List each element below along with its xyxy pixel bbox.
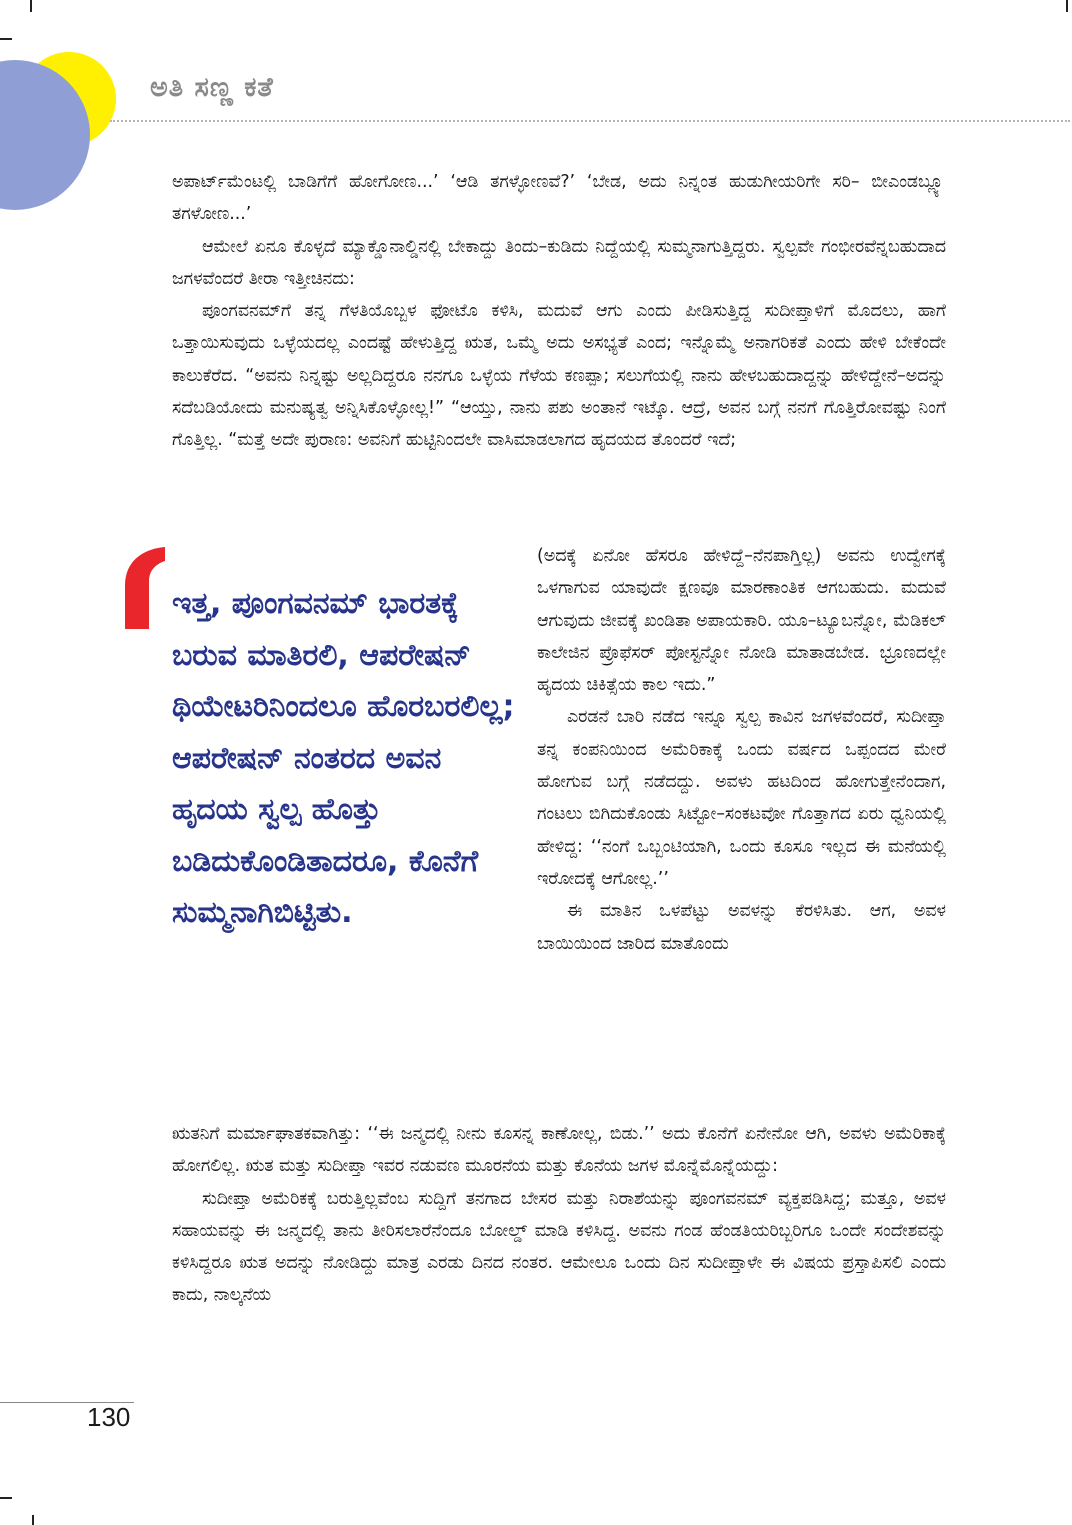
crop-mark-top-right <box>1066 0 1068 12</box>
paragraph: ಎರಡನೆ ಬಾರಿ ನಡೆದ ಇನ್ನೂ ಸ್ವಲ್ಪ ಕಾವಿನ ಜಗಳವೆಂದರೆ, ಸುದೀಪ್ತಾ ತನ್ನ ಕಂಪನಿಯಿಂದ ಅಮೆರಿಕಾಕ್ಕೆ ಒಂದು ವರ್ಷದ ಒಪ್ಪಂದದ ಮೇರೆ ಹೋಗುವ ಬಗ್ಗೆ ನಡೆದದ್ದು. ಅವಳು ಹಟದಿಂದ ಹೋಗುತ್ತೇನೆಂದಾಗ, ಗಂಟಲು ಬಿಗಿದುಕೊಂಡು ಸಿಟ್ಟೋ–ಸಂಕಟವೋ ಗೊತ್ತಾಗದ ಏರು ಧ್ವನಿಯಲ್ಲಿ ಹೇಳಿದ್ದ: ‘‘ನಂಗೆ ಒಬ್ಬಂಟಿಯಾಗಿ, ಒಂದು ಕೂಸೂ ಇಲ್ಲದ ಈ ಮನೆಯಲ್ಲಿ ಇರೋದಕ್ಕೆ ಆಗೋಲ್ಲ.’’ <box>537 707 946 889</box>
paragraph: (ಅದಕ್ಕೆ ಏನೋ ಹೆಸರೂ ಹೇಳಿದ್ದೆ–ನೆನಪಾಗ್ತಿಲ್ಲ) ಅವನು ಉದ್ವೇಗಕ್ಕೆ ಒಳಗಾಗುವ ಯಾವುದೇ ಕ್ಷಣವೂ ಮಾರಣಾಂತಿಕ ಆಗಬಹುದು. ಮದುವೆ ಆಗುವುದು ಜೀವಕ್ಕೆ ಖಂಡಿತಾ ಅಪಾಯಕಾರಿ. ಯೂ–ಟ್ಯೂಬನ್ನೋ, ಮೆಡಿಕಲ್ ಕಾಲೇಜಿನ ಪ್ರೊಫೆಸರ್ ಪೋಸ್ಟನ್ನೋ ನೋಡಿ ಮಾತಾಡಬೇಡ. ಭ್ರೂಣದಲ್ಲೇ ಹೃದಯ ಚಿಕಿತ್ಸೆಯ ಕಾಲ ಇದು.” <box>537 546 946 696</box>
right-column-text <box>537 540 946 960</box>
crop-mark-bottom-left <box>32 1515 34 1525</box>
paragraph: ಅಪಾರ್ಟ್‌ಮೆಂಟಲ್ಲಿ ಬಾಡಿಗೆಗೆ ಹೋಗೋಣ...’ ‘ಆಡಿ ತಗಳ್ಳೋಣವೆ?’ ‘ಬೇಡ, ಅದು ನಿನ್ನಂತ ಹುಡುಗೀಯರಿಗೇ ಸರಿ– ಬೀಎಂಡಬ್ಲ್ಯೂ ತಗಳೋಣ...’ <box>172 172 946 225</box>
crop-mark-left-upper <box>0 38 12 40</box>
paragraph: ಸುದೀಪ್ತಾ ಅಮೆರಿಕಕ್ಕೆ ಬರುತ್ತಿಲ್ಲವೆಂಬ ಸುದ್ದಿಗೆ ತನಗಾದ ಬೇಸರ ಮತ್ತು ನಿರಾಶೆಯನ್ನು ಪೂಂಗವನಮ್ ವ್ಯಕ್ತಪಡಿಸಿದ್ದ; ಮತ್ತೂ, ಅವಳ ಸಹಾಯವನ್ನು ಈ ಜನ್ಮದಲ್ಲಿ ತಾನು ತೀರಿಸಲಾರೆನೆಂದೂ ಬೋಲ್ಡ್ ಮಾಡಿ ಕಳಿಸಿದ್ದ. ಅವನು ಗಂಡ ಹೆಂಡತಿಯರಿಬ್ಬರಿಗೂ ಒಂದೇ ಸಂದೇಶವನ್ನು ಕಳಿಸಿದ್ದರೂ ಋತ ಅದನ್ನು ನೋಡಿದ್ದು ಮಾತ್ರ ಎರಡು ದಿನದ ನಂತರ. ಆಮೇಲೂ ಒಂದು ದಿನ ಸುದೀಪ್ತಾಳೇ ಈ ವಿಷಯ ಪ್ರಸ್ತಾಪಿಸಲಿ ಎಂದು ಕಾದು, ನಾಲ್ಕನೆಯ <box>172 1188 946 1306</box>
paragraph: ಈ ಮಾತಿನ ಒಳಪೆಟ್ಟು ಅವಳನ್ನು ಕೆರಳಿಸಿತು. ಆಗ, ಅವಳ ಬಾಯಿಯಿಂದ ಜಾರಿದ ಮಾತೊಂದು <box>537 901 946 954</box>
running-title: ಅತಿ ಸಣ್ಣ ಕತೆ <box>150 72 274 103</box>
paragraph: ಆಮೇಲೆ ಏನೂ ಕೊಳ್ಳದೆ ಮ್ಯಾಕ್ಡೊನಾಲ್ಡಿನಲ್ಲಿ ಬೇಕಾದ್ದು ತಿಂದು–ಕುಡಿದು ನಿದ್ದೆಯಲ್ಲಿ ಸುಮ್ಮನಾಗುತ್ತಿದ್ದರು. ಸ್ವಲ್ಪವೇ ಗಂಭೀರವೆನ್ನಬಹುದಾದ ಜಗಳವೆಂದರೆ ತೀರಾ ಇತ್ತೀಚಿನದು: <box>172 236 946 289</box>
crop-mark-left-lower <box>0 1497 12 1499</box>
paragraph: ಪೂಂಗವನಮ್‌ಗೆ ತನ್ನ ಗೆಳತಿಯೊಬ್ಬಳ ಫೋಟೊ ಕಳಿಸಿ, ಮದುವೆ ಆಗು ಎಂದು ಪೀಡಿಸುತ್ತಿದ್ದ ಸುದೀಪ್ತಾಳಿಗೆ ಮೊದಲು, ಹಾಗೆ ಒತ್ತಾಯಿಸುವುದು ಒಳ್ಳೆಯದಲ್ಲ ಎಂದಷ್ಟೆ ಹೇಳುತ್ತಿದ್ದ ಋತ, ಒಮ್ಮೆ ಅದು ಅಸಭ್ಯತೆ ಎಂದ; ಇನ್ನೊಮ್ಮೆ ಅನಾಗರಿಕತೆ ಎಂದು ಹೇಳಿ ಬೇಕೆಂದೇ ಕಾಲುಕೆರೆದ. “ಅವನು ನಿನ್ನಷ್ಟು ಅಲ್ಲದಿದ್ದರೂ ನನಗೂ ಒಳ್ಳೆಯ ಗೆಳೆಯ ಕಣಪ್ಪಾ; ಸಲುಗೆಯಲ್ಲಿ ನಾನು ಹೇಳಬಹುದಾದ್ದನ್ನು ಹೇಳಿದ್ದೇನೆ–ಅದನ್ನು ಸದೆಬಡಿಯೋದು ಮನುಷ್ಯತ್ವ ಅನ್ನಿಸಿಕೊಳ್ಳೋಲ್ಲ!” “ಆಯ್ತು, ನಾನು ಪಶು ಅಂತಾನೆ ಇಟ್ಕೊ. ಆದ್ರೆ, ಅವನ ಬಗ್ಗೆ ನನಗೆ ಗೊತ್ತಿರೋವಷ್ಟು ನಿಂಗೆ ಗೊತ್ತಿಲ್ಲ. “ಮತ್ತೆ ಅದೇ ಪುರಾಣ: ಅವನಿಗೆ ಹುಟ್ಟಿನಿಂದಲೇ ವಾಸಿಮಾಡಲಾಗದ ಹೃದಯದ ತೊಂದರೆ ಇದೆ; <box>172 301 946 451</box>
top-text-block <box>172 166 946 457</box>
bottom-text-block <box>172 1118 946 1312</box>
pull-quote: ಇತ್ತ, ಪೂಂಗವನಮ್ ಭಾರತಕ್ಕೆ ಬರುವ ಮಾತಿರಲಿ, ಆಪರೇಷನ್ ಥಿಯೇಟರಿನಿಂದಲೂ ಹೊರಬರಲಿಲ್ಲ; ಆಪರೇಷನ್ ನಂತರದ ಅವನ ಹೃದಯ ಸ್ವಲ್ಪ ಹೊತ್ತು ಬಡಿದುಕೊಂಡಿತಾದರೂ, ಕೊನೆಗೆ ಸುಮ್ಮನಾಗಿಬಿಟ್ಟಿತು. <box>172 586 515 930</box>
paragraph: ಋತನಿಗೆ ಮರ್ಮಾಘಾತಕವಾಗಿತ್ತು: ‘‘ಈ ಜನ್ಮದಲ್ಲಿ ನೀನು ಕೂಸನ್ನ ಕಾಣೋಲ್ಲ, ಬಿಡು.’’ ಅದು ಕೊನೆಗೆ ಏನೇನೋ ಆಗಿ, ಅವಳು ಅಮೆರಿಕಾಕ್ಕೆ ಹೋಗಲಿಲ್ಲ. ಋತ ಮತ್ತು ಸುದೀಪ್ತಾ ಇವರ ನಡುವಣ ಮೂರನೆಯ ಮತ್ತು ಕೊನೆಯ ಜಗಳ ಮೊನ್ನೆಮೊನ್ನೆಯದ್ದು: <box>172 1124 946 1177</box>
crop-mark-top-left <box>30 0 32 12</box>
quote-mark-icon <box>123 547 165 629</box>
header-dotted-rule <box>110 120 1070 122</box>
page-number: 130 <box>87 1402 131 1432</box>
